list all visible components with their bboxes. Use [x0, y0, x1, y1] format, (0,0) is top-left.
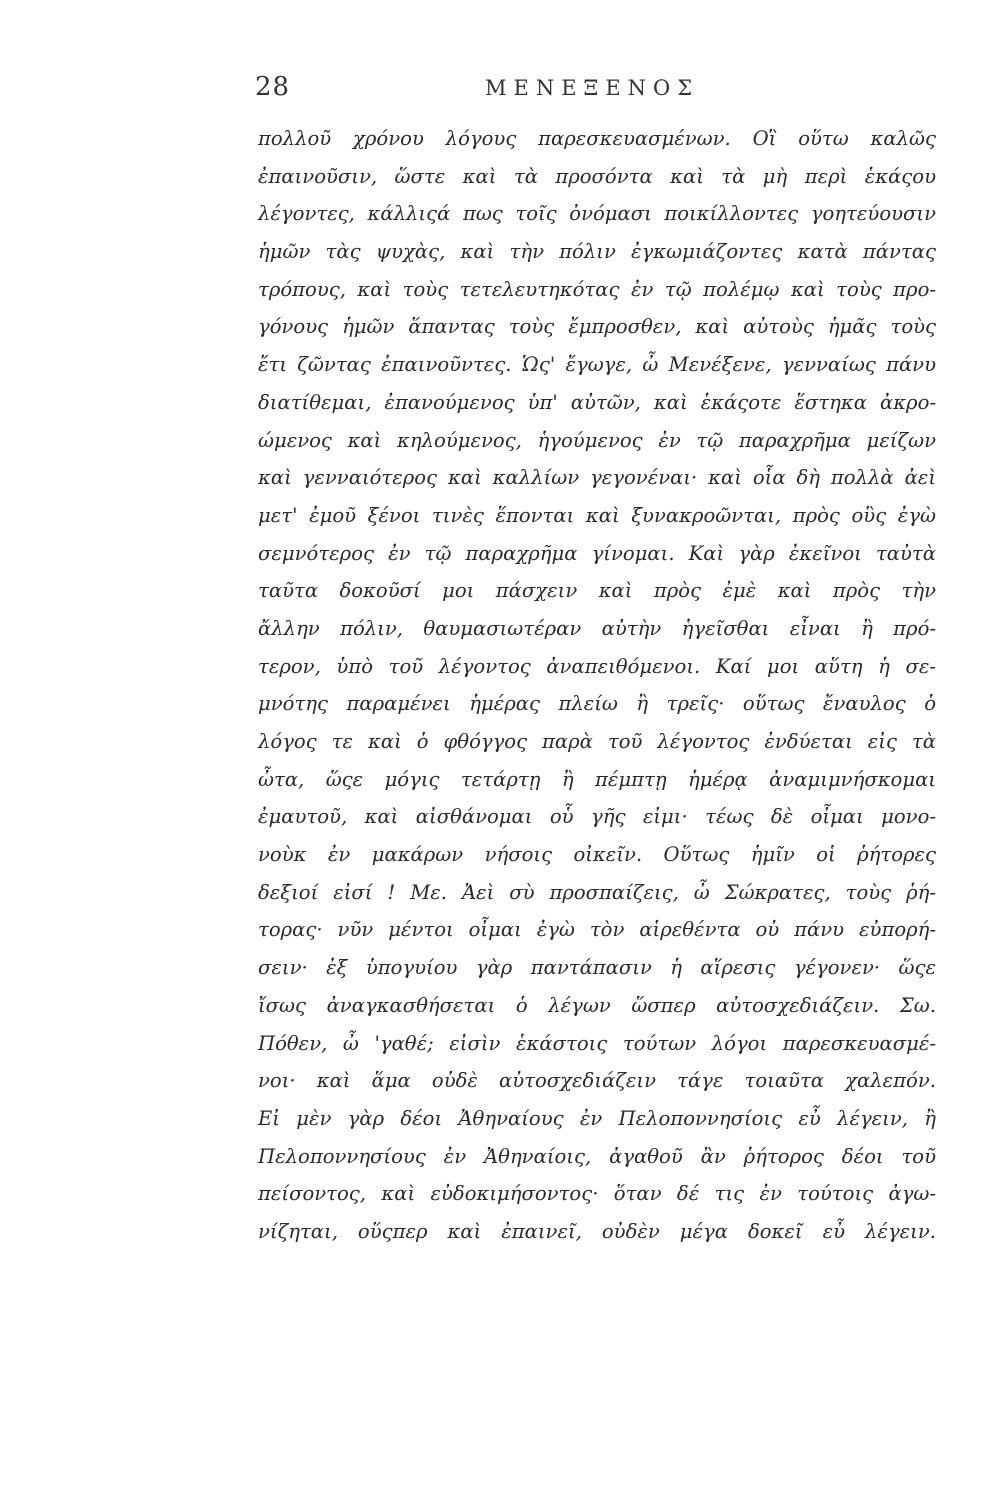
text-line: νοὺκ ἐν μακάρων νήσοις οἰκεῖν. Οὕτως ἡμῖν οἱ ῥήτορες — [258, 843, 936, 867]
text-line: ἴσως ἀναγκασθήσεται ὁ λέγων ὥσπερ αὐτοσχεδιάζειν. Σω. — [258, 993, 936, 1017]
text-line: διατίθεμαι, ἐπανούμενος ὑπ' αὐτῶν, καὶ ἑκάςοτε ἕστηκα ἀκρο- — [258, 390, 936, 414]
text-line: σειν· ἐξ ὑπογυίου γὰρ παντάπασιν ἡ αἵρεσις γέγονεν· ὥςε — [258, 956, 936, 980]
text-line: τορας· νῦν μέντοι οἶμαι ἐγὼ τὸν αἱρεθέντα οὐ πάνυ εὐπορή- — [258, 918, 936, 942]
text-line: Πόθεν, ὦ 'γαθέ; εἰσὶν ἑκάστοις τούτων λόγοι παρεσκευασμέ- — [258, 1031, 936, 1055]
text-line: πείσοντος, καὶ εὐδοκιμήσοντος· ὅταν δέ τις ἐν τούτοις ἀγω- — [258, 1182, 936, 1206]
text-line: νίζηται, οὕςπερ καὶ ἐπαινεῖ, οὐδὲν μέγα δοκεῖ εὖ λέγειν. — [258, 1219, 936, 1243]
text-line: ἐπαινοῦσιν, ὥστε καὶ τὰ προσόντα καὶ τὰ μὴ περὶ ἑκάςου — [258, 164, 936, 188]
text-line: τερον, ὑπὸ τοῦ λέγοντος ἀναπειθόμενοι. Καί μοι αὕτη ἡ σε- — [258, 654, 936, 678]
text-line: γόνους ἡμῶν ἅπαντας τοὺς ἔμπροσθεν, καὶ αὐτοὺς ἡμᾶς τοὺς — [258, 315, 936, 339]
text-line: ἄλλην πόλιν, θαυμασιωτέραν αὐτὴν ἡγεῖσθαι εἶναι ἢ πρό- — [258, 616, 936, 640]
text-line: σεμνότερος ἐν τῷ παραχρῆμα γίνομαι. Καὶ γὰρ ἐκεῖνοι ταὐτὰ — [258, 541, 936, 565]
text-line: ἐμαυτοῦ, καὶ αἰσθάνομαι οὗ γῆς εἰμι· τέως δὲ οἶμαι μονο- — [258, 805, 936, 829]
text-line: νοι· καὶ ἅμα οὐδὲ αὐτοσχεδιάζειν τάγε τοιαῦτα χαλεπόν. — [258, 1069, 936, 1093]
text-line: Εἰ μὲν γὰρ δέοι Ἀθηναίους ἐν Πελοποννησίοις εὖ λέγειν, ἢ — [258, 1106, 936, 1130]
text-line: δεξιοί εἰσί ! Με. Ἀεὶ σὺ προσπαίζεις, ὦ Σώκρατες, τοὺς ῥή- — [258, 880, 936, 904]
text-line: τρόπους, καὶ τοὺς τετελευτηκότας ἐν τῷ πολέμῳ καὶ τοὺς προ- — [258, 277, 936, 301]
text-line: Πελοποννησίους ἐν Ἀθηναίοις, ἀγαθοῦ ἂν ῥήτορος δέοι τοῦ — [258, 1144, 936, 1168]
page-number: 28 — [255, 72, 291, 102]
running-title: ΜΕΝΕΞΕΝΟΣ — [485, 76, 700, 100]
text-line: μνότης παραμένει ἡμέρας πλείω ἢ τρεῖς· οὕτως ἔναυλος ὁ — [258, 692, 936, 716]
text-line: λέγοντες, κάλλιςά πως τοῖς ὀνόμασι ποικίλλοντες γοητεύουσιν — [258, 202, 936, 226]
text-line: λόγος τε καὶ ὁ φθόγγος παρὰ τοῦ λέγοντος ἐνδύεται εἰς τὰ — [258, 730, 936, 753]
text-line: ὦτα, ὥςε μόγις τετάρτῃ ἢ πέμπτῃ ἡμέρᾳ ἀναμιμνήσκομαι — [258, 767, 936, 791]
running-head — [255, 72, 735, 112]
text-line: μετ' ἐμοῦ ξένοι τινὲς ἕπονται καὶ ξυνακροῶνται, πρὸς οὓς ἐγὼ — [258, 503, 936, 527]
text-line: πολλοῦ χρόνου λόγους παρεσκευασμένων. Οἳ οὕτω καλῶς — [258, 127, 936, 150]
text-line: ταῦτα δοκοῦσί μοι πάσχειν καὶ πρὸς ἐμὲ καὶ πρὸς τὴν — [258, 579, 936, 603]
body-text — [258, 120, 936, 1251]
text-line: καὶ γενναιότερος καὶ καλλίων γεγονέναι· καὶ οἷα δὴ πολλὰ ἀεὶ — [258, 466, 936, 490]
text-line: ώμενος καὶ κηλούμενος, ἡγούμενος ἐν τῷ παραχρῆμα μείζων — [258, 428, 936, 452]
text-line: ἔτι ζῶντας ἐπαινοῦντες. Ὡς' ἔγωγε, ὦ Μενέξενε, γενναίως πάνυ — [258, 353, 936, 377]
text-line: ἡμῶν τὰς ψυχὰς, καὶ τὴν πόλιν ἐγκωμιάζοντες κατὰ πάντας — [258, 240, 936, 264]
